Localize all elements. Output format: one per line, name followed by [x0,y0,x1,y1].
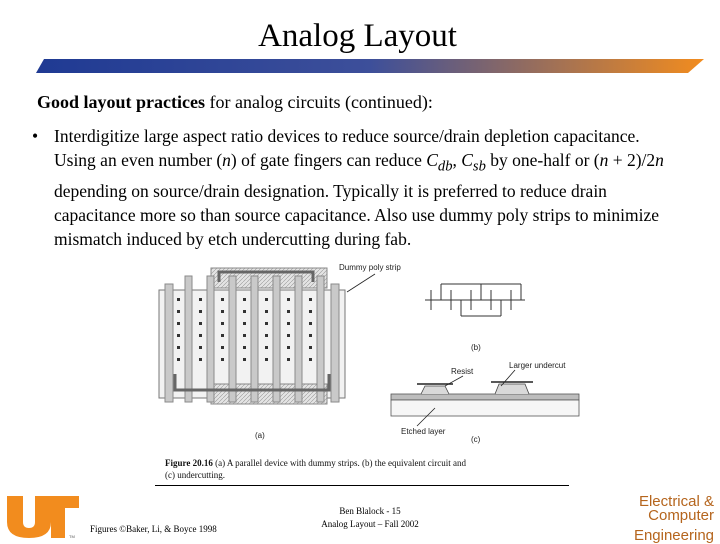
department-name [634,495,714,543]
figure-caption: Figure 20.16 (a) A parallel device with dummy strips. (b) the equivalent circuit and [165,458,467,468]
figure-credit: Figures ©Baker, Li, & Boyce 1998 [90,524,217,534]
slide-subtitle [37,91,433,113]
label-b: (b) [471,343,481,352]
bullet-point [32,124,682,252]
title-underline-bar [36,59,704,73]
ut-logo [3,490,83,540]
figure-20-16 [155,262,585,490]
subtitle-bold: Good layout practices [37,92,205,112]
dept-line2: Computer [648,507,714,524]
label-etched-layer: Etched layer [401,427,446,436]
layout-diagram-a [159,268,345,440]
footer-line1: Ben Blalock - 15 [339,506,401,516]
figure-divider [155,485,569,486]
slide-footer [290,505,450,531]
bullet-text: Interdigitize large aspect ratio devices to reduce source/drain depletion capacitance. Using an even number (n) of gate fingers can reduce $C_{db}$, $C_{sb}$ by one-half or (n + 2)/2n depending on source/drain designation. Typically it is preferred to reduce drain capacitance more so than source capacitance. Also use dummy poly strips to minimize mismatch induced by etch undercutting during fab. [54,126,664,250]
dept-line1: Electrical & [638,493,714,510]
slide-title: Analog Layout [258,18,457,54]
dept-line3: Engineering [633,527,714,544]
equivalent-circuit-b [425,284,525,316]
subtitle-rest: for analog circuits (continued): [205,92,433,112]
label-c: (c) [471,435,481,444]
label-a: (a) [255,431,265,440]
label-dummy-poly: Dummy poly strip [339,263,401,272]
figure-caption-line2: (c) undercutting. [165,470,225,480]
svg-text:TM: TM [69,534,75,539]
label-resist: Resist [451,367,474,376]
label-undercut: Larger undercut [509,361,566,370]
bullet-icon: • [32,126,39,146]
footer-line2: Analog Layout – Fall 2002 [321,519,419,529]
undercut-diagram-c [391,382,579,416]
